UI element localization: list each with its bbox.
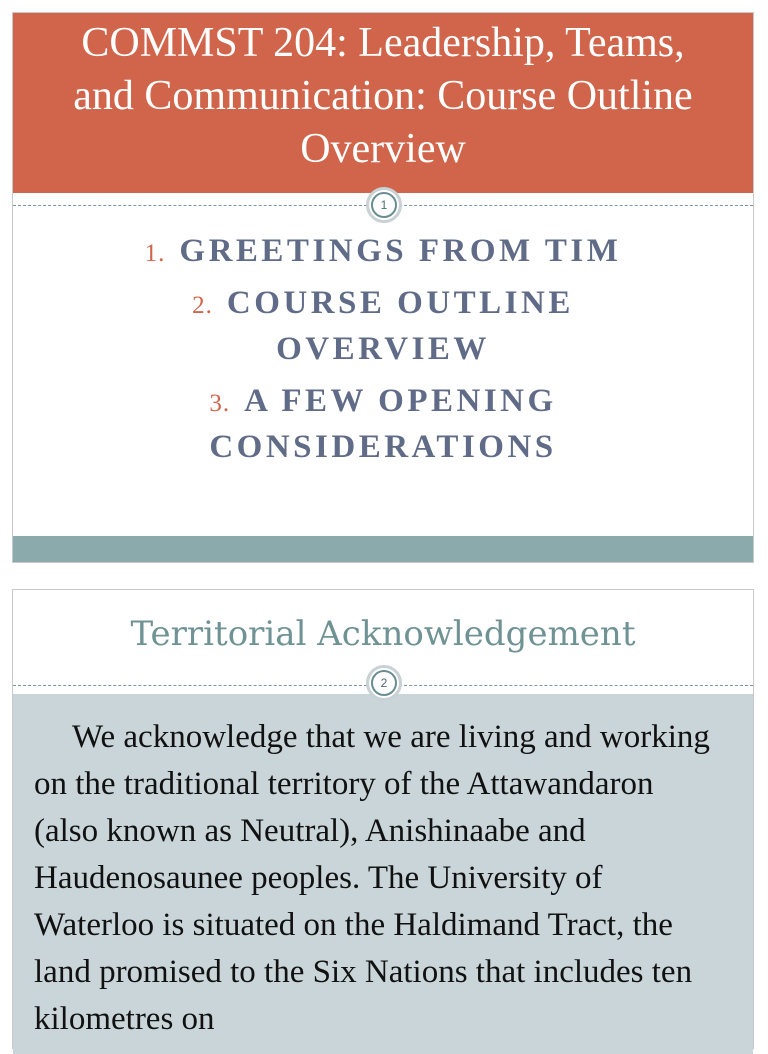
- agenda-text: GREETINGS FROM TIM: [179, 233, 622, 269]
- agenda-number: 1.: [144, 240, 166, 267]
- slide-number: 1: [371, 192, 397, 218]
- content-box: [13, 694, 753, 1054]
- agenda-text: COURSE OUTLINE OVERVIEW: [226, 285, 574, 367]
- agenda-list: [13, 231, 753, 479]
- slide-2: [12, 589, 754, 1049]
- slide-1: [12, 12, 754, 563]
- slide-number: 2: [371, 670, 397, 696]
- acknowledgement-text: We acknowledge that we are living and working on the traditional territory of the Attawandaron (also known as Neutral), Anishinaabe and Haudenosaunee peoples. The University of Waterloo is situated on the Haldimand Tract, the land promised to the Six Nations that includes ten kilometres on: [34, 719, 710, 1037]
- slide-title: Territorial Acknowledgement: [130, 614, 636, 654]
- agenda-number: 2.: [192, 292, 213, 319]
- agenda-item: [13, 283, 753, 375]
- agenda-item: [13, 381, 753, 473]
- agenda-number: 3.: [209, 390, 231, 417]
- slide-number-badge: [366, 187, 402, 223]
- agenda-text: A FEW OPENING CONSIDERATIONS: [209, 383, 557, 465]
- footer-band: [13, 536, 753, 562]
- slide-title: COMMST 204: Leadership, Teams, and Communication: Course Outline Overview: [73, 20, 693, 172]
- slide-number-badge: [366, 665, 402, 701]
- title-band: [13, 13, 753, 193]
- agenda-item: [13, 231, 753, 277]
